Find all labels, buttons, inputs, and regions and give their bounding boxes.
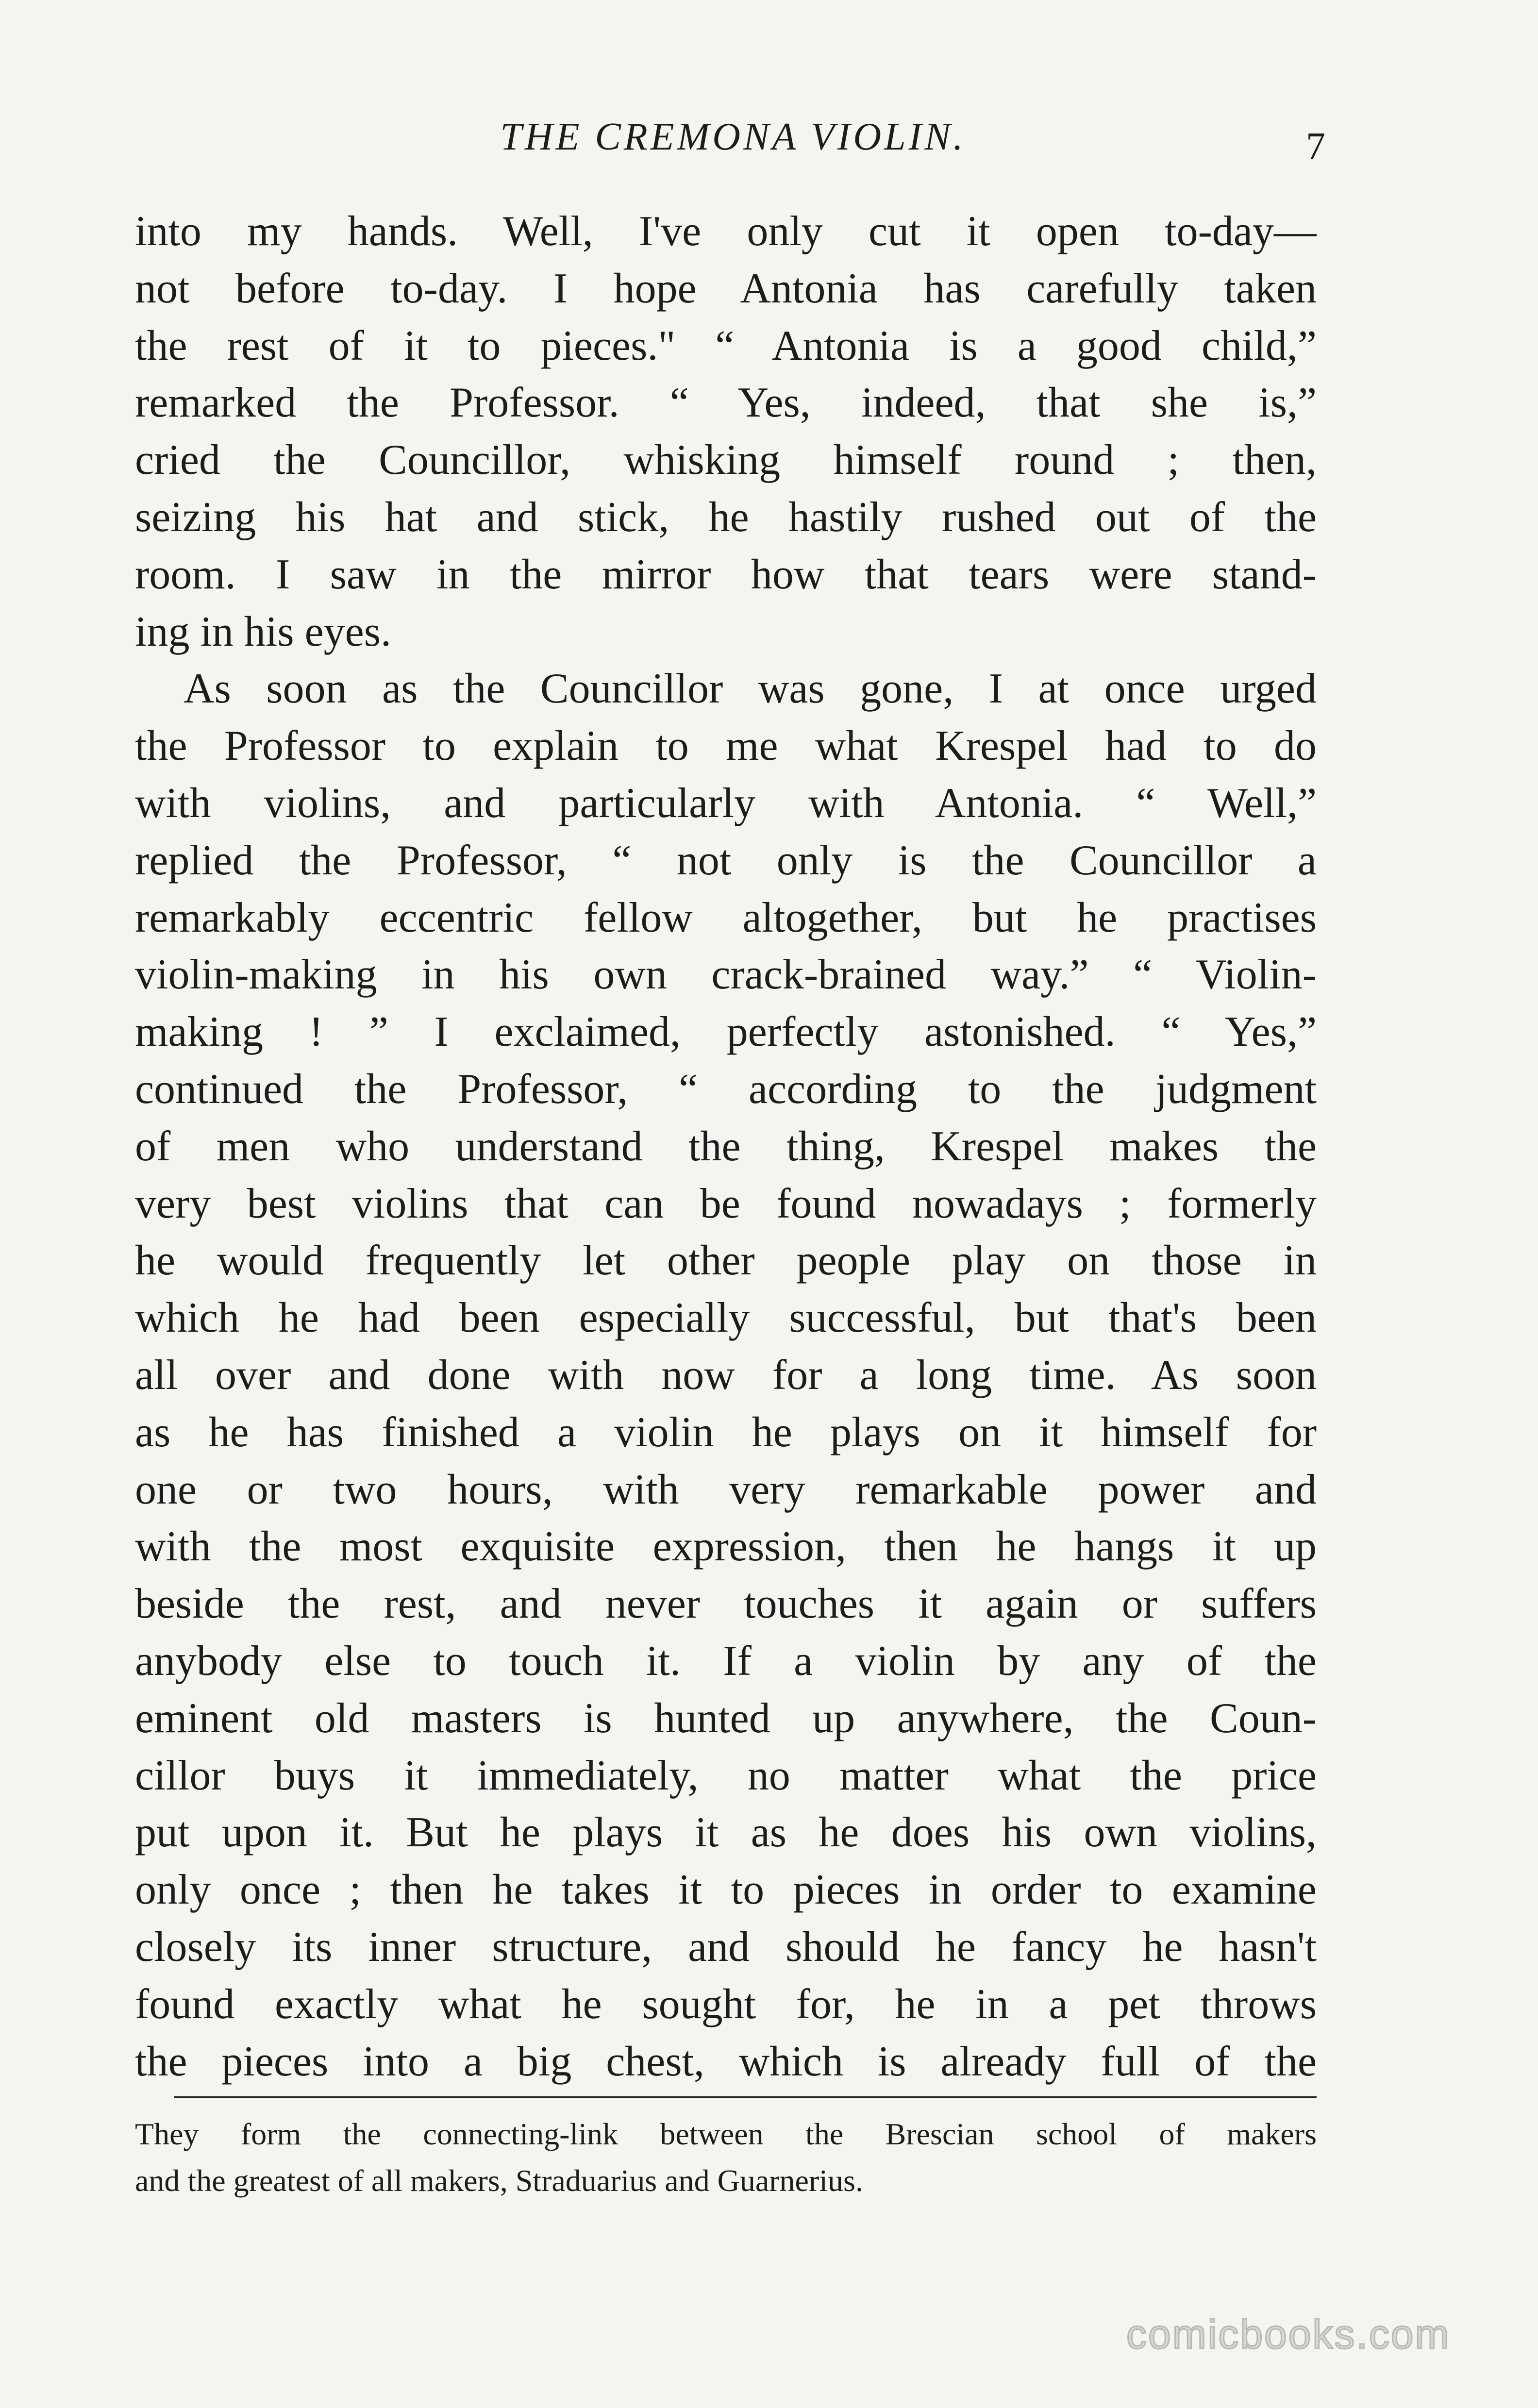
text-line: not before to-day. I hope Antonia has carefully taken [135,265,1317,312]
body-text [135,203,1317,2090]
text-line: all over and done with now for a long time. As soon [135,1351,1317,1399]
footnote [135,2111,1317,2204]
text-line: into my hands. Well, I've only cut it open to-day— [135,208,1317,255]
text-line: of men who understand the thing, Krespel makes the [135,1122,1317,1170]
text-line: violin-making in his own crack-brained way.” “ Violin- [135,951,1317,999]
footnote-line: and the greatest of all makers, Straduarius and Guarnerius. [135,2163,863,2198]
text-line: remarkably eccentric fellow altogether, but he practises [135,894,1317,941]
text-line: cried the Councillor, whisking himself round ; then, [135,436,1317,484]
text-line: seizing his hat and stick, he hastily rushed out of the [135,493,1317,541]
text-line: continued the Professor, “ according to the judgment [135,1065,1317,1113]
running-title: THE CREMONA VIOLIN. [500,116,966,158]
text-line: the Professor to explain to me what Krespel had to do [135,722,1317,770]
paragraph-start-line: As soon as the Councillor was gone, I at once urged [184,665,1317,713]
text-line: remarked the Professor. “ Yes, indeed, that she is,” [135,379,1317,427]
paragraph-end-line: ing in his eyes. [135,608,391,655]
page-number: 7 [1306,125,1325,168]
text-line: the rest of it to pieces." “ Antonia is a good child,” [135,322,1317,369]
text-line: as he has finished a violin he plays on it himself for [135,1408,1317,1456]
text-line: he would frequently let other people play on those in [135,1237,1317,1285]
text-line: put upon it. But he plays it as he does his own violins, [135,1809,1317,1856]
text-line: only once ; then he takes it to pieces in order to examine [135,1866,1317,1914]
text-line: which he had been especially successful, but that's been [135,1294,1317,1342]
text-line: cillor buys it immediately, no matter what the price [135,1752,1317,1799]
text-line: making ! ” I exclaimed, perfectly astonished. “ Yes,” [135,1008,1317,1056]
text-line: found exactly what he sought for, he in a pet throws [135,1980,1317,2028]
text-line: the pieces into a big chest, which is already full of the [135,2038,1317,2085]
text-line: replied the Professor, “ not only is the Councillor a [135,836,1317,884]
text-line: closely its inner structure, and should he fancy he hasn't [135,1923,1317,1971]
text-line: eminent old masters is hunted up anywhere, the Coun- [135,1694,1317,1742]
watermark: comicbooks.com [1126,2311,1451,2357]
text-line: room. I saw in the mirror how that tears were stand- [135,551,1317,598]
text-line: very best violins that can be found nowadays ; formerly [135,1180,1317,1227]
text-line: beside the rest, and never touches it again or suffers [135,1580,1317,1628]
text-line: with violins, and particularly with Antonia. “ Well,” [135,779,1317,827]
text-line: one or two hours, with very remarkable power and [135,1466,1317,1513]
text-line: with the most exquisite expression, then he hangs it up [135,1523,1317,1571]
footnote-rule [174,2096,1317,2098]
text-line: anybody else to touch it. If a violin by any of the [135,1637,1317,1685]
footnote-line: They form the connecting-link between the Brescian school of makers [135,2117,1317,2151]
